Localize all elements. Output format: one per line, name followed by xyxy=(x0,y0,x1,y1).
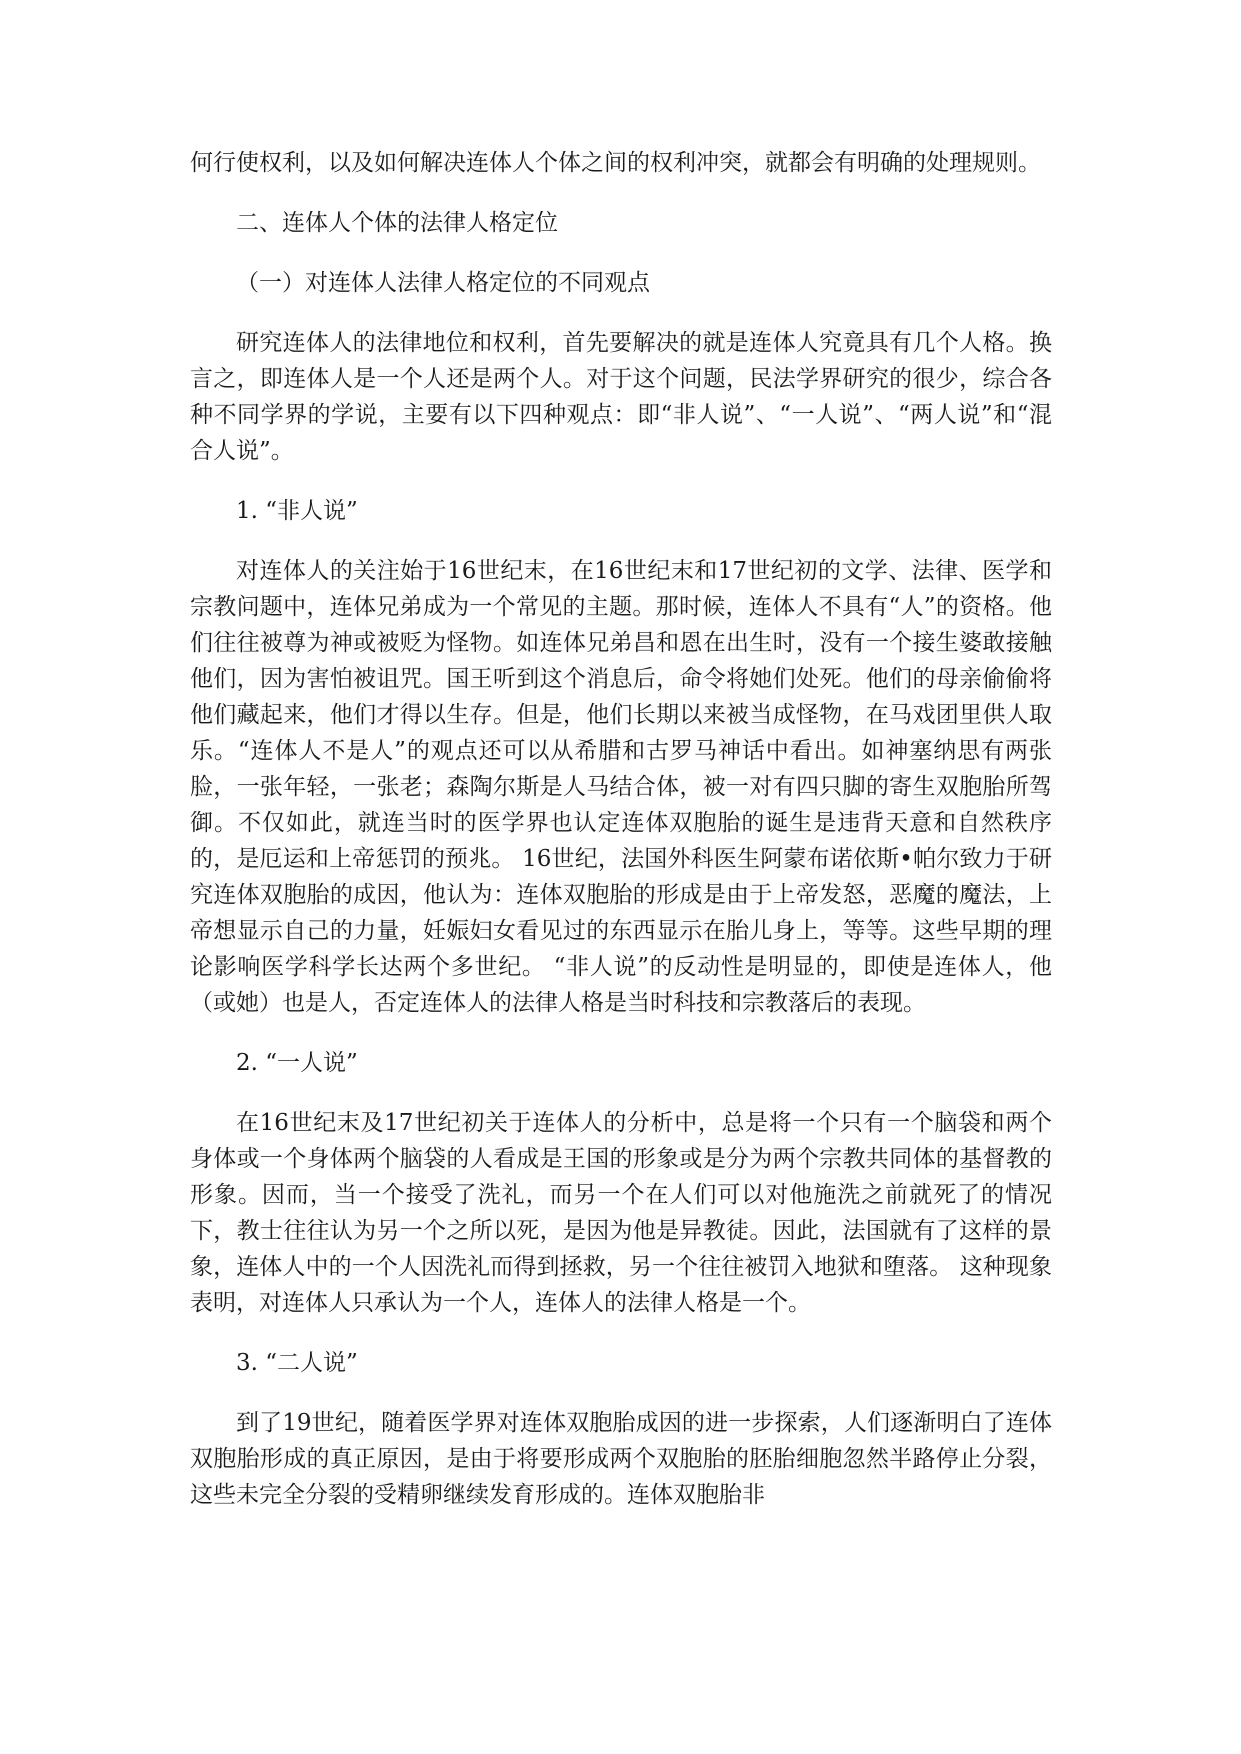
item-heading-non-person: 1. “非人说” xyxy=(236,498,358,524)
paragraph: 到了19世纪，随着医学界对连体双胞胎成因的进一步探索，人们逐渐明白了连体双胞胎形成的真正原因，是由于将要形成两个双胞胎的胚胎细胞忽然半路停止分裂，这些未完全分裂的受精卵继续发育形成的。连体双胞胎非 xyxy=(190,1410,1052,1508)
item-heading-one-person: 2. “一人说” xyxy=(236,1050,358,1076)
paragraph: 对连体人的关注始于16世纪末，在16世纪末和17世纪初的文学、法律、医学和宗教问题中，连体兄弟成为一个常见的主题。那时候，连体人不具有“人”的资格。他们往往被尊为神或被贬为怪物。如连体兄弟昌和恩在出生时，没有一个接生婆敢接触他们，因为害怕被诅咒。国王听到这个消息后，命令将她们处死。他们的母亲偷偷将他们藏起来，他们才得以生存。但是，他们长期以来被当成怪物，在马戏团里供人取乐。“连体人不是人”的观点还可以从希腊和古罗马神话中看出。如神塞纳思有两张脸，一张年轻，一张老；森陶尔斯是人马结合体，被一对有四只脚的寄生双胞胎所驾御。不仅如此，就连当时的医学界也认定连体双胞胎的诞生是违背天意和自然秩序的，是厄运和上帝惩罚的预兆。 16世纪，法国外科医生阿蒙布诺依斯•帕尔致力于研究连体双胞胎的成因，他认为：连体双胞胎的形成是由于上帝发怒，恶魔的魔法，上帝想显示自己的力量，妊娠妇女看见过的东西显示在胎儿身上，等等。这些早期的理论影响医学科学长达两个多世纪。 “非人说”的反动性是明显的，即使是连体人，他（或她）也是人，否定连体人的法律人格是当时科技和宗教落后的表现。 xyxy=(190,558,1052,1016)
paragraph: 在16世纪末及17世纪初关于连体人的分析中，总是将一个只有一个脑袋和两个身体或一个身体两个脑袋的人看成是王国的形象或是分为两个宗教共同体的基督教的形象。因而，当一个接受了洗礼，而另一个在人们可以对他施洗之前就死了的情况下，教士往往认为另一个之所以死，是因为他是异教徒。因此，法国就有了这样的景象，连体人中的一个人因洗礼而得到拯救，另一个往往被罚入地狱和堕落。 这种现象表明，对连体人只承认为一个人，连体人的法律人格是一个。 xyxy=(190,1110,1052,1316)
item-heading-two-person: 3. “二人说” xyxy=(236,1350,358,1376)
section-heading: 二、连体人个体的法律人格定位 xyxy=(236,210,558,236)
paragraph-continued: 何行使权利，以及如何解决连体人个体之间的权利冲突，就都会有明确的处理规则。 xyxy=(190,150,1041,176)
document-body xyxy=(190,145,1052,1537)
paragraph: 研究连体人的法律地位和权利，首先要解决的就是连体人究竟具有几个人格。换言之，即连体人是一个人还是两个人。对于这个问题，民法学界研究的很少，综合各种不同学界的学说，主要有以下四种观点：即“非人说”、“一人说”、“两人说”和“混合人说”。 xyxy=(190,330,1052,464)
subsection-heading: （一）对连体人法律人格定位的不同观点 xyxy=(236,270,650,296)
